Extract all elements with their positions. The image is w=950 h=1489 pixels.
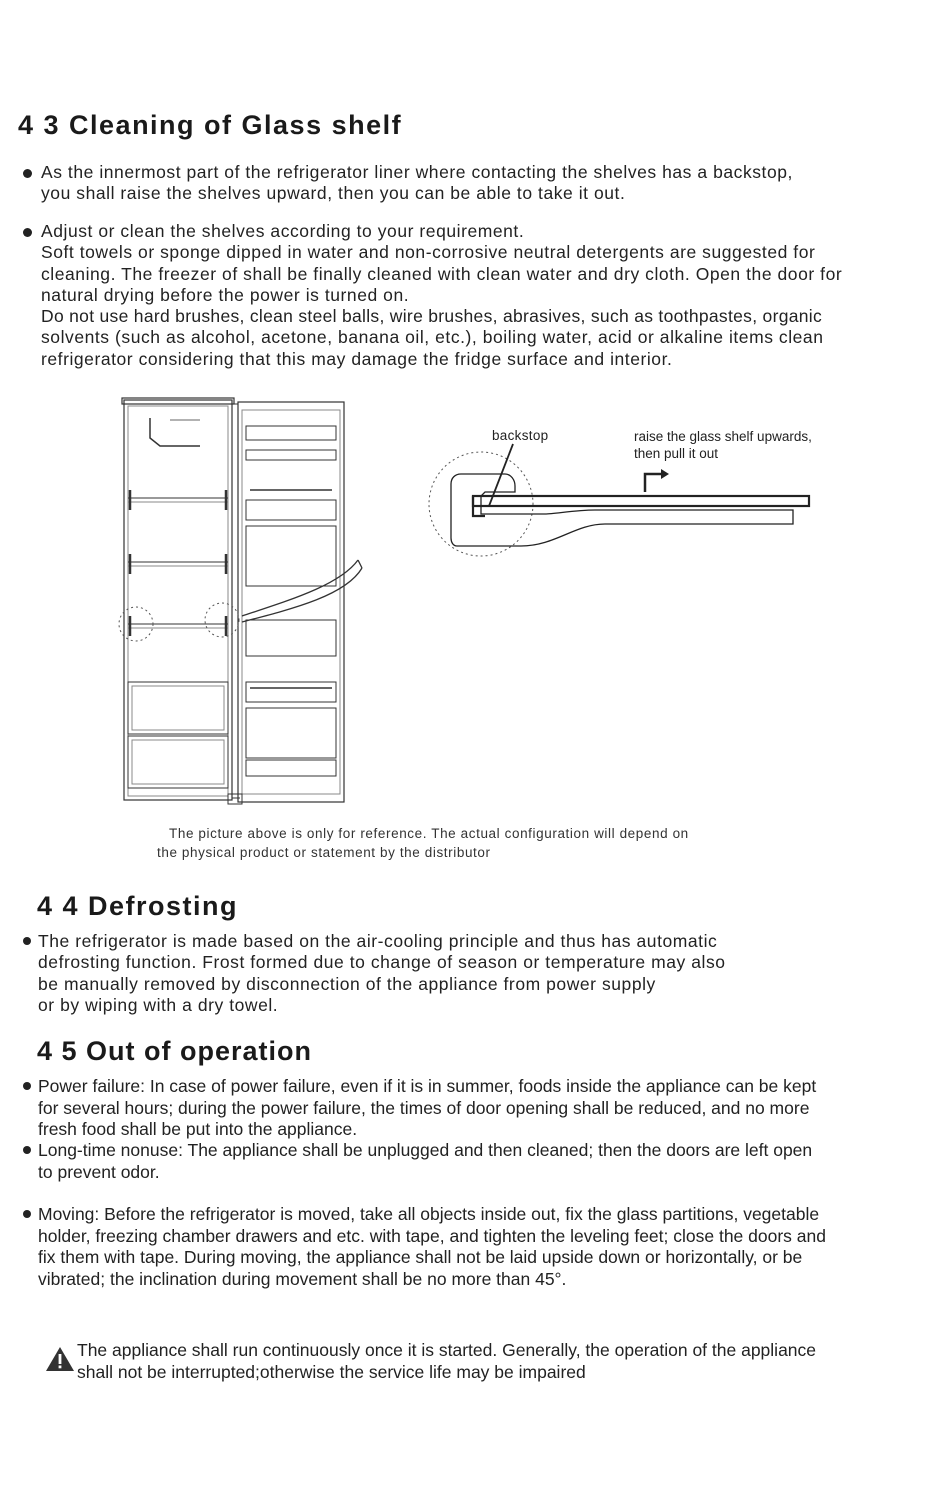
refrigerator-diagram: [110, 390, 370, 815]
text-line: Moving: Before the refrigerator is moved, take all objects inside out, fix the glass partitions, vegetable: [38, 1204, 820, 1224]
text-line: refrigerator considering that this may damage the fridge surface and interior.: [41, 348, 673, 369]
text-line: Long-time nonuse: The appliance shall be unplugged and then cleaned; then the doors are left open: [38, 1140, 813, 1160]
bullet-icon: [23, 169, 32, 178]
text-line: Adjust or clean the shelves according to your requirement.: [41, 221, 525, 241]
label-raise-shelf: [634, 428, 812, 462]
text-line: you shall raise the shelves upward, then you can be able to take it out.: [41, 183, 626, 204]
text-line: cleaning. The freezer of shall be finally cleaned with clean water and dry cloth. Open the door for: [41, 263, 843, 284]
section-44-bullet-1: [38, 931, 726, 1016]
bullet-icon: [23, 937, 31, 945]
text-line: The appliance shall run continuously once it is started. Generally, the operation of the appliance: [77, 1340, 817, 1360]
text-line: defrosting function. Frost formed due to change of season or temperature may also: [38, 952, 726, 973]
text-line: raise the glass shelf upwards,: [634, 429, 812, 444]
text-line: holder, freezing chamber drawers and etc. with tape, and tighten the leveling feet; close the doors and: [38, 1225, 826, 1246]
text-line: fresh food shall be put into the appliance.: [38, 1119, 358, 1139]
text-line: As the innermost part of the refrigerator liner where contacting the shelves has a backstop,: [41, 162, 793, 182]
bullet-icon: [23, 228, 32, 237]
section-43-title: 4 3 Cleaning of Glass shelf: [18, 110, 403, 140]
text-line: for several hours; during the power failure, the times of door opening shall be reduced, and no more: [38, 1097, 810, 1118]
section-45-bullet-3: [38, 1204, 826, 1290]
text-line: solvents (such as alcohol, acetone, banana oil, etc.), boiling water, acid or alkaline items clean: [41, 327, 824, 348]
text-line: Power failure: In case of power failure, even if it is in summer, foods inside the appliance can be kept: [38, 1076, 817, 1096]
text-line: the physical product or statement by the distributor: [157, 844, 491, 860]
bullet-icon: [23, 1146, 31, 1154]
text-line: The picture above is only for reference. The actual configuration will depend on: [169, 826, 689, 841]
text-line: vibrated; the inclination during movement shall be no more than 45°.: [38, 1268, 567, 1289]
warning-triangle-icon: [45, 1346, 75, 1372]
text-line: Soft towels or sponge dipped in water and non-corrosive neutral detergents are suggested for: [41, 242, 816, 263]
section-43-bullet-2: [41, 221, 842, 370]
bullet-icon: [23, 1082, 31, 1090]
text-line: shall not be interrupted;otherwise the service life may be impaired: [77, 1361, 586, 1382]
label-backstop: backstop: [492, 428, 549, 443]
text-line: to prevent odor.: [38, 1161, 160, 1182]
section-45-title: 4 5 Out of operation: [37, 1036, 313, 1066]
text-line: or by wiping with a dry towel.: [38, 994, 279, 1015]
section-45-bullet-2: [38, 1140, 812, 1183]
text-line: fix them with tape. During moving, the appliance shall not be laid upside down or horizontally, or be: [38, 1247, 803, 1267]
figure-caption: [157, 825, 689, 862]
section-44-title: 4 4 Defrosting: [37, 891, 239, 921]
text-line: The refrigerator is made based on the air-cooling principle and thus has automatic: [38, 931, 718, 951]
text-line: then pull it out: [634, 446, 719, 461]
text-line: Do not use hard brushes, clean steel balls, wire brushes, abrasives, such as toothpastes, organic: [41, 306, 823, 327]
text-line: be manually removed by disconnection of the appliance from power supply: [38, 973, 656, 994]
bullet-icon: [23, 1210, 31, 1218]
section-43-bullet-1: [41, 162, 793, 205]
text-line: natural drying before the power is turned on.: [41, 284, 410, 305]
warning-text: [77, 1340, 816, 1383]
section-45-bullet-1: [38, 1076, 816, 1141]
